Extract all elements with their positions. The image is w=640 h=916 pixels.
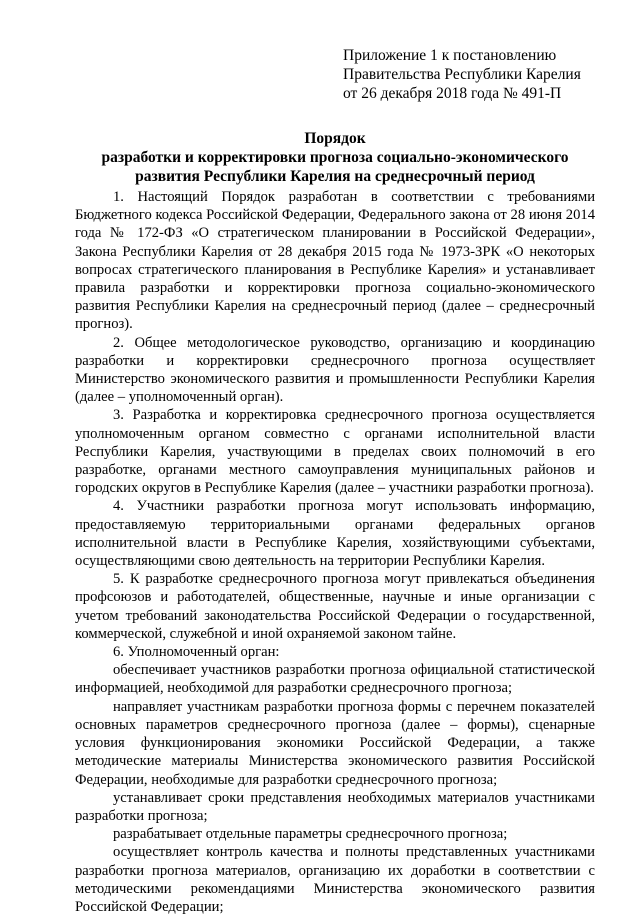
appendix-reference — [343, 46, 613, 103]
appendix-line-1: Приложение 1 к постановлению — [343, 47, 557, 64]
appendix-line-2: Правительства Республики Карелия — [343, 66, 581, 83]
title-line-2: разработки и корректировки прогноза социально-экономического — [101, 149, 569, 166]
paragraph-2: 2. Общее методологическое руководство, организацию и координацию разработки и корректировки среднесрочного прогноза осуществляет Министерство экономического развития и промышленности Республики Карелия (далее – уполномоченный орган). — [75, 334, 595, 406]
paragraph-1: 1. Настоящий Порядок разработан в соответствии с требованиями Бюджетного кодекса Российской Федерации, Федерального закона от 28 июня 2014 года № 172-ФЗ «О стратегическом планировании в Российской Федерации», Закона Республики Карелия от 28 декабря 2015 года № 1973-ЗРК «О некоторых вопросах стратегического планирования в Республике Карелия» и устанавливает правила разработки и корректировки прогноза социально-экономического развития Республики Карелия на среднесрочный период (далее – среднесрочный прогноз). — [75, 189, 595, 333]
appendix-line-3: от 26 декабря 2018 года № 491-П — [343, 85, 562, 102]
paragraph-6-item-1: обеспечивает участников разработки прогноза официальной статистической информацией, необходимой для разработки среднесрочного прогноза; — [75, 662, 595, 697]
paragraph-6-item-5: осуществляет контроль качества и полноты представленных участниками разработки прогноза материалов, организацию их доработки в соответствии с методическими рекомендациями Министерства экономического развития Российской Федерации; — [75, 844, 595, 915]
title-line-1: Порядок — [304, 130, 366, 147]
paragraph-5: 5. К разработке среднесрочного прогноза могут привлекаться объединения профсоюзов и работодателей, общественные, научные и иные организации с учетом требований законодательства Российской Федерации о государственной, коммерческой, служебной и иной охраняемой законом тайне. — [75, 571, 595, 642]
paragraph-6-item-3: устанавливает сроки представления необходимых материалов участниками разработки прогноза; — [75, 789, 595, 824]
paragraph-6: 6. Уполномоченный орган: — [113, 644, 280, 661]
paragraph-6-item-4: разрабатывает отдельные параметры среднесрочного прогноза; — [113, 826, 508, 843]
document-title — [75, 129, 595, 186]
paragraph-4: 4. Участники разработки прогноза могут использовать информацию, предоставляемую территориальными органами федеральных органов исполнительной власти в Республике Карелия, хозяйствующими субъектами, осуществляющими свою деятельность на территории Республики Карелия. — [75, 498, 595, 570]
paragraph-3: 3. Разработка и корректировка среднесрочного прогноза осуществляется уполномоченным органом совместно с органами исполнительной власти Республики Карелия, участвующими в пределах своих полномочий в его разработке, органами местного самоуправления муниципальных районов и городских округов в Республике Карелия (далее – участники разработки прогноза). — [75, 407, 595, 497]
document-body — [75, 188, 595, 916]
title-line-3: развития Республики Карелия на среднесрочный период — [135, 168, 535, 185]
paragraph-6-item-2: направляет участникам разработки прогноза формы с перечнем показателей основных параметров среднесрочного прогноза (далее – формы), сценарные условия функционирования экономики Российской Федерации, а также методические материалы Министерства экономического развития Российской Федерации, необходимые для разработки среднесрочного прогноза; — [75, 698, 595, 788]
